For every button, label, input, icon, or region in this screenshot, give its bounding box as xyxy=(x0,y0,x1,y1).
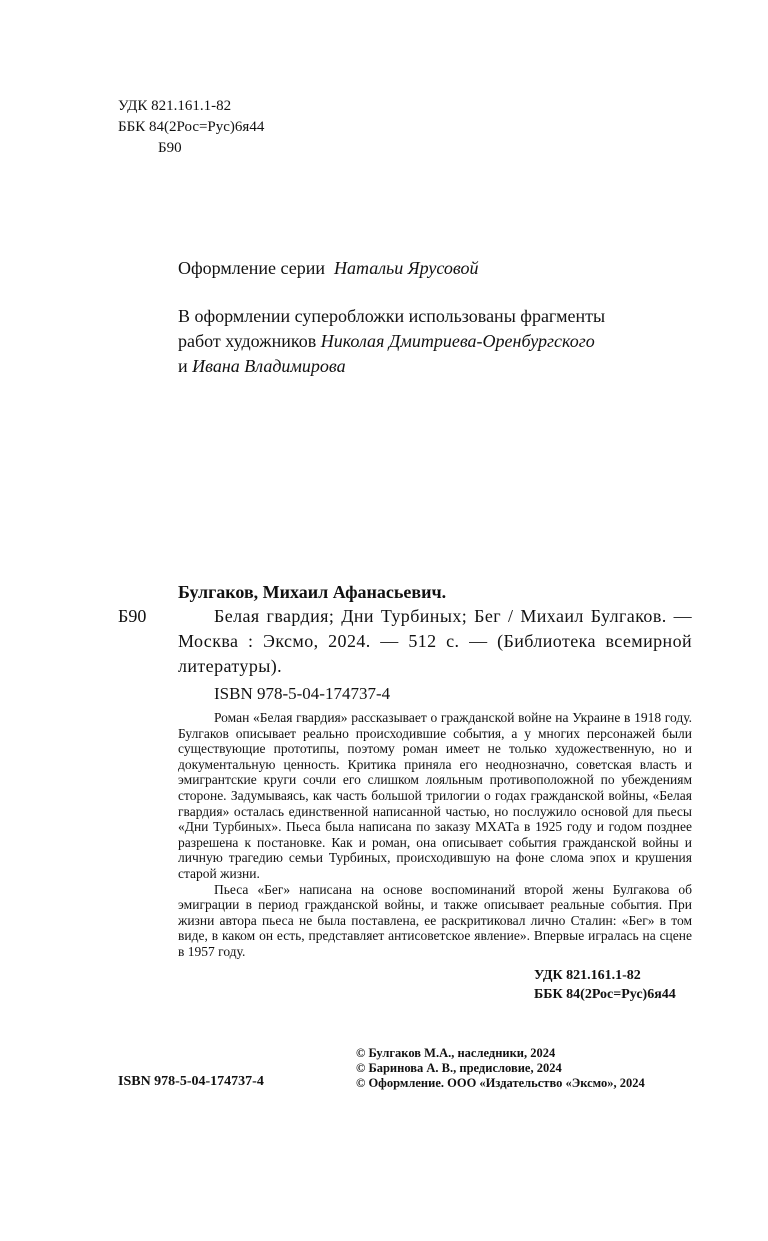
bibliographic-description: Белая гвардия; Дни Турбиных; Бег / Михаил Булгаков. — Москва : Эксмо, 2024. — 512 с. — (Библиотека всемирной литературы). xyxy=(178,606,692,676)
classification-codes xyxy=(118,96,264,159)
cover-credits-prefix: работ художников xyxy=(178,331,317,351)
copyright-block xyxy=(356,1046,645,1091)
udk-code: УДК 821.161.1-82 xyxy=(118,98,232,114)
cover-credits xyxy=(178,304,698,379)
artist-name-2: Ивана Владимирова xyxy=(192,356,346,376)
series-design-credit xyxy=(178,256,478,280)
artist-name-1: Николая Дмитриева-Оренбургского xyxy=(320,331,595,351)
bbk-code: ББК 84(2Рос=Рус)6я44 xyxy=(118,119,265,135)
annotation xyxy=(178,710,692,960)
copyright-line: © Оформление. ООО «Издательство «Эксмо», 2024 xyxy=(356,1076,645,1090)
series-design-label: Оформление серии xyxy=(178,258,325,278)
footer-udk: УДК 821.161.1-82 xyxy=(534,968,641,983)
author-heading: Булгаков, Михаил Афанасьевич. xyxy=(178,582,447,602)
footer-classification xyxy=(534,966,676,1004)
copyright-line: © Баринова А. В., предисловие, 2024 xyxy=(356,1061,562,1075)
bibliographic-mark: Б90 xyxy=(118,606,147,626)
cover-credits-line1: В оформлении суперобложки использованы фрагменты xyxy=(178,306,606,326)
annotation-paragraph-1: Роман «Белая гвардия» рассказывает о гражданской войне на Украине в 1918 году. Булгаков описывает реально происходившие события, а у многих персонажей были существующие прототипы, поэтому роман имеет не только художественную, но и документальную ценность. Критика приняла его неоднозначно, советская власть и эмигрантские круги сочли его слишком лояльным противоположной по убеждениям стороне. Задумываясь, как часть большой трилогии о годах гражданской войны, «Белая гвардия» осталась единственной написанной частью, но послужило основой для пьесы «Дни Турбиных». Пьеса была написана по заказу МХАТа в 1925 году и годом позднее разрешена к постановке. Как и роман, она описывает события гражданской войны и личную трагедию семьи Турбиных, происходившую на фоне слома эпох и крушения старой жизни. xyxy=(178,710,692,881)
footer-bbk: ББК 84(2Рос=Рус)6я44 xyxy=(534,987,676,1002)
cover-credits-conj: и xyxy=(178,356,188,376)
footer-isbn: ISBN 978-5-04-174737-4 xyxy=(118,1074,264,1089)
author-mark-code: Б90 xyxy=(158,140,182,156)
series-designer-name: Натальи Ярусовой xyxy=(333,258,479,278)
isbn-line: ISBN 978-5-04-174737-4 xyxy=(214,684,391,703)
copyright-line: © Булгаков М.А., наследники, 2024 xyxy=(356,1046,556,1060)
annotation-paragraph-2: Пьеса «Бег» написана на основе воспоминаний второй жены Булгакова об эмиграции в период гражданской войны, и также описывает реальные события. При жизни автора пьеса не была поставлена, ее раскритиковал лично Сталин: «Бег» в том виде, в каком он есть, представляет антисоветское явление». Впервые игралась на сцене в 1957 году. xyxy=(178,881,692,959)
